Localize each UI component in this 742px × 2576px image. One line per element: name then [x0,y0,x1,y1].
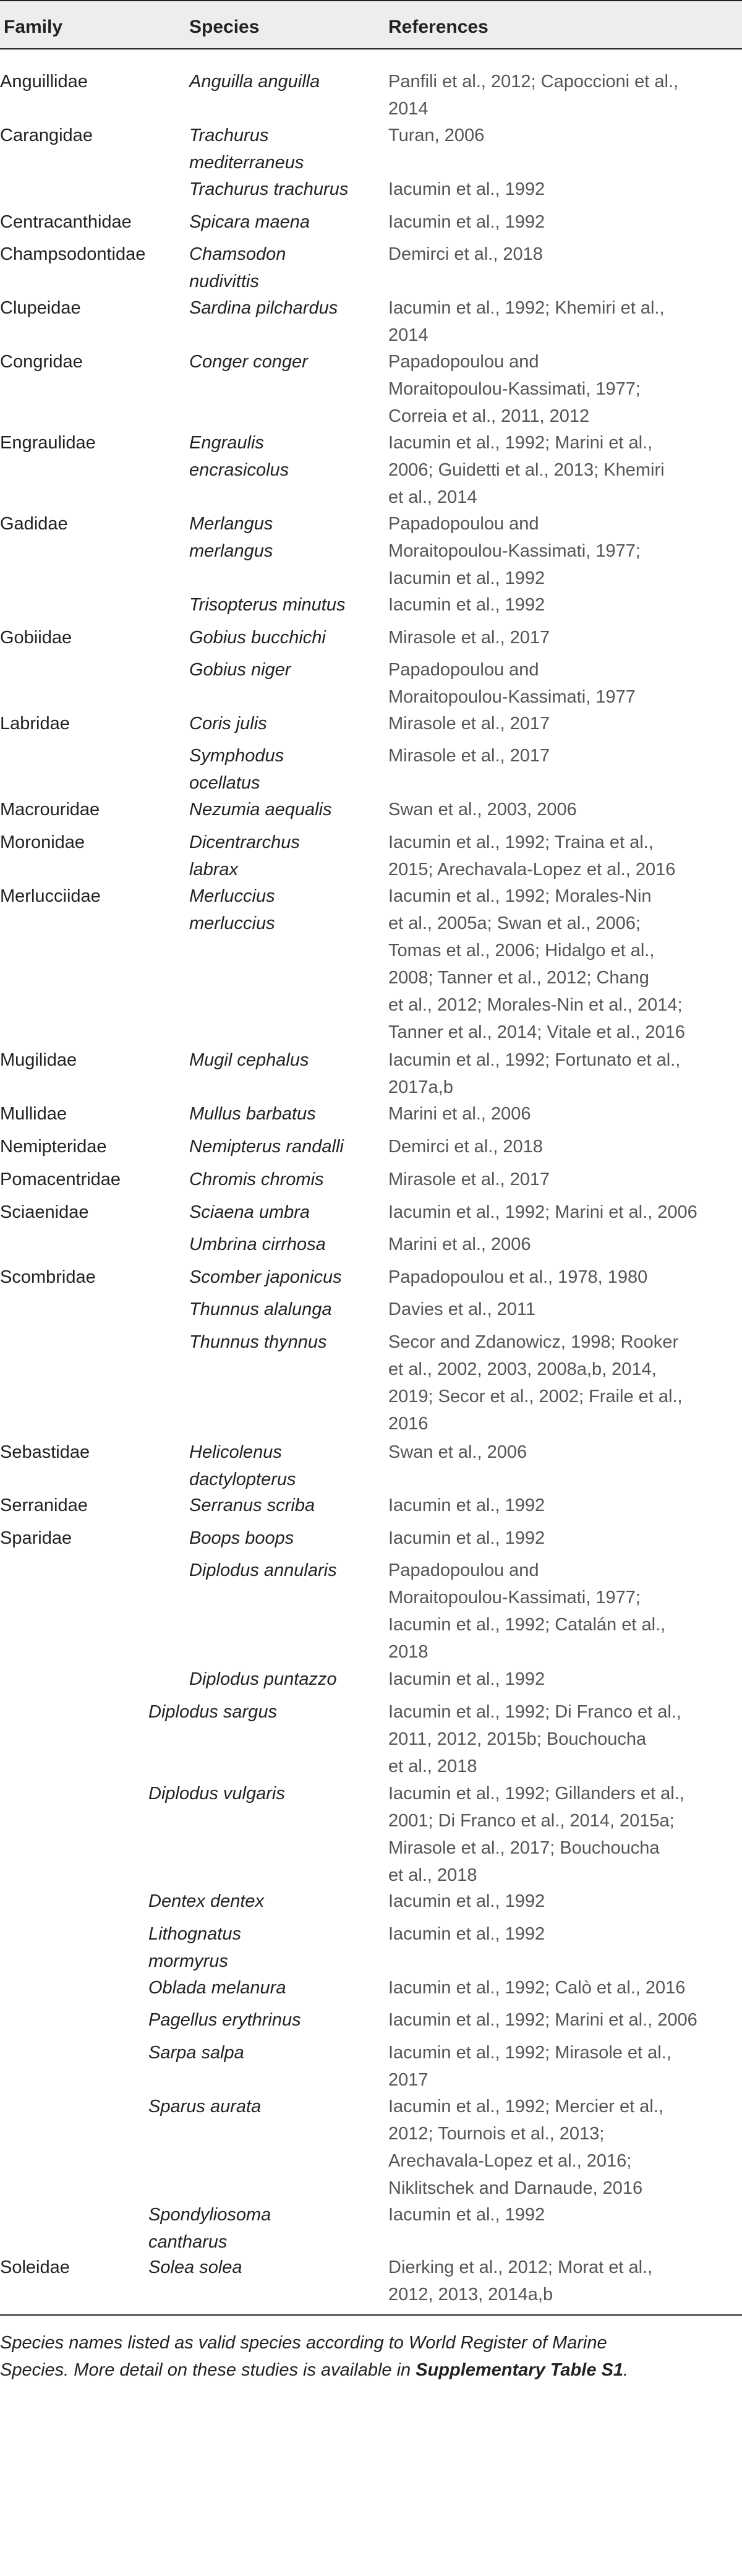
cell-references: Iacumin et al., 1992; Marini et al., 2006; Guidetti et al., 2013; Khemiri et al., 2014 [388,433,665,507]
cell-species: Gobius bucchichi [189,628,326,648]
footnote-line-1: Species names listed as valid species according to World Register of Marine [0,2333,607,2353]
cell-family: Clupeidae [0,298,81,318]
cell-species: Mugil cephalus [189,1050,309,1070]
cell-references: Iacumin et al., 1992 [388,2205,545,2225]
cell-family: Labridae [0,714,70,734]
cell-references: Mirasole et al., 2017 [388,714,550,734]
cell-family: Scombridae [0,1267,96,1287]
table-header [0,0,742,49]
cell-species: Pagellus erythrinus [148,2010,301,2030]
cell-family: Mullidae [0,1104,67,1124]
cell-references: Iacumin et al., 1992; Mirasole et al., 2017 [388,2043,672,2090]
cell-species: Oblada melanura [148,1978,286,1998]
cell-references: Iacumin et al., 1992; Mercier et al., 2012; Tournois et al., 2013; Arechavala-Lopez et al., 2016; Niklitschek and Darnaude, 2016 [388,2097,663,2198]
cell-family: Centracanthidae [0,212,132,232]
cell-family: Soleidae [0,2257,70,2277]
cell-species: Sardina pilchardus [189,298,338,318]
cell-family: Sparidae [0,1528,72,1548]
cell-species: Trachurus trachurus [189,179,349,199]
cell-references: Papadopoulou and Moraitopoulou-Kassimati, 1977; Iacumin et al., 1992 [388,514,641,588]
cell-references: Iacumin et al., 1992; Gillanders et al., 2001; Di Franco et al., 2014, 2015a; Mirasole et al., 2017; Bouchoucha et al., 2018 [388,1784,684,1885]
cell-family: Gadidae [0,514,68,534]
cell-species: Sarpa salpa [148,2043,244,2063]
table-footnote [0,2329,742,2384]
cell-species: Gobius niger [189,660,291,680]
header-references: References [388,17,488,37]
cell-references: Iacumin et al., 1992; Traina et al., 2015; Arechavala-Lopez et al., 2016 [388,832,676,879]
cell-species: Mullus barbatus [189,1104,316,1124]
cell-family: Merlucciidae [0,886,101,906]
cell-species: Spondyliosoma cantharus [148,2205,271,2252]
cell-references: Papadopoulou and Moraitopoulou-Kassimati, 1977; Iacumin et al., 1992; Catalán et al., 2018 [388,1560,666,1662]
cell-references: Mirasole et al., 2017 [388,1170,550,1189]
cell-references: Iacumin et al., 1992 [388,212,545,232]
cell-references: Demirci et al., 2018 [388,1137,543,1157]
cell-species: Nemipterus randalli [189,1137,344,1157]
cell-species: Helicolenus dactylopterus [189,1442,296,1489]
cell-family: Moronidae [0,832,85,852]
cell-species: Chromis chromis [189,1170,324,1189]
cell-species: Lithognatus mormyrus [148,1924,241,1971]
cell-references: Swan et al., 2006 [388,1442,527,1462]
cell-references: Marini et al., 2006 [388,1235,531,1254]
cell-references: Iacumin et al., 1992 [388,1924,545,1944]
cell-references: Swan et al., 2003, 2006 [388,800,577,819]
cell-species: Diplodus puntazzo [189,1669,337,1689]
cell-references: Davies et al., 2011 [388,1299,536,1319]
cell-references: Iacumin et al., 1992; Marini et al., 2006 [388,2010,697,2030]
footnote-line-2: Species. More detail on these studies is available in Supplementary Table S1. [0,2360,629,2380]
cell-species: Trachurus mediterraneus [189,126,304,173]
cell-family: Pomacentridae [0,1170,121,1189]
cell-references: Iacumin et al., 1992 [388,1669,545,1689]
cell-references: Iacumin et al., 1992; Calò et al., 2016 [388,1978,686,1998]
cell-species: Umbrina cirrhosa [189,1235,326,1254]
cell-references: Iacumin et al., 1992; Morales-Nin et al., 2005a; Swan et al., 2006; Tomas et al., 2006; Hidalgo et al., 2008; Tanner et al., 2012; Chang et al., 2012; Morales-Nin et al., 2014; Tanner et al., 2014; Vitale et al., 2016 [388,886,685,1042]
cell-species: Sparus aurata [148,2097,262,2116]
cell-references: Papadopoulou and Moraitopoulou-Kassimati, 1977; Correia et al., 2011, 2012 [388,352,641,426]
supplementary-table-link[interactable]: Supplementary Table S1 [416,2360,623,2380]
table-bottom-rule [0,2314,742,2316]
cell-family: Anguillidae [0,72,88,92]
cell-species: Diplodus vulgaris [148,1784,285,1804]
cell-species: Thunnus alalunga [189,1299,332,1319]
cell-references: Turan, 2006 [388,126,485,145]
cell-references: Iacumin et al., 1992; Di Franco et al., 2011, 2012, 2015b; Bouchoucha et al., 2018 [388,1702,681,1776]
cell-species: Engraulis encrasicolus [189,433,289,480]
cell-species: Diplodus sargus [148,1702,277,1722]
cell-species: Merlangus merlangus [189,514,273,561]
cell-family: Mugilidae [0,1050,77,1070]
cell-species: Conger conger [189,352,308,372]
cell-family: Congridae [0,352,83,372]
cell-family: Gobiidae [0,628,72,648]
cell-family: Carangidae [0,126,93,145]
cell-references: Iacumin et al., 1992; Fortunato et al., 2017a,b [388,1050,681,1097]
cell-species: Trisopterus minutus [189,595,346,615]
cell-references: Iacumin et al., 1992; Marini et al., 2006 [388,1202,697,1222]
cell-family: Engraulidae [0,433,96,453]
cell-family: Serranidae [0,1496,88,1515]
cell-species: Thunnus thynnus [189,1332,327,1352]
cell-references: Dierking et al., 2012; Morat et al., 2012, 2013, 2014a,b [388,2257,653,2304]
cell-species: Nezumia aequalis [189,800,332,819]
cell-species: Merluccius merluccius [189,886,275,933]
cell-family: Sciaenidae [0,1202,89,1222]
cell-species: Coris julis [189,714,267,734]
cell-references: Papadopoulou and Moraitopoulou-Kassimati, 1977 [388,660,636,707]
cell-family: Sebastidae [0,1442,90,1462]
cell-references: Iacumin et al., 1992 [388,179,545,199]
cell-species: Anguilla anguilla [189,72,320,92]
header-species: Species [189,17,260,37]
cell-references: Iacumin et al., 1992 [388,595,545,615]
cell-family: Nemipteridae [0,1137,107,1157]
cell-references: Papadopoulou et al., 1978, 1980 [388,1267,648,1287]
cell-references: Iacumin et al., 1992 [388,1496,545,1515]
cell-species: Sciaena umbra [189,1202,310,1222]
cell-species: Dicentrarchus labrax [189,832,300,879]
cell-species: Dentex dentex [148,1891,265,1911]
cell-species: Scomber japonicus [189,1267,342,1287]
cell-species: Diplodus annularis [189,1560,337,1580]
cell-family: Champsodontidae [0,244,146,264]
cell-references: Iacumin et al., 1992 [388,1891,545,1911]
cell-species: Symphodus ocellatus [189,746,284,793]
cell-species: Spicara maena [189,212,310,232]
cell-references: Iacumin et al., 1992; Khemiri et al., 2014 [388,298,665,345]
cell-family: Macrouridae [0,800,100,819]
cell-references: Marini et al., 2006 [388,1104,531,1124]
cell-references: Mirasole et al., 2017 [388,628,550,648]
cell-references: Mirasole et al., 2017 [388,746,550,766]
cell-references: Secor and Zdanowicz, 1998; Rooker et al., 2002, 2003, 2008a,b, 2014, 2019; Secor et al., 2002; Fraile et al., 2016 [388,1332,683,1434]
cell-species: Boops boops [189,1528,294,1548]
header-family: Family [4,17,63,37]
cell-references: Iacumin et al., 1992 [388,1528,545,1548]
cell-species: Serranus scriba [189,1496,315,1515]
cell-references: Panfili et al., 2012; Capoccioni et al., 2014 [388,72,679,119]
cell-references: Demirci et al., 2018 [388,244,543,264]
cell-species: Solea solea [148,2257,242,2277]
cell-species: Chamsodon nudivittis [189,244,286,291]
